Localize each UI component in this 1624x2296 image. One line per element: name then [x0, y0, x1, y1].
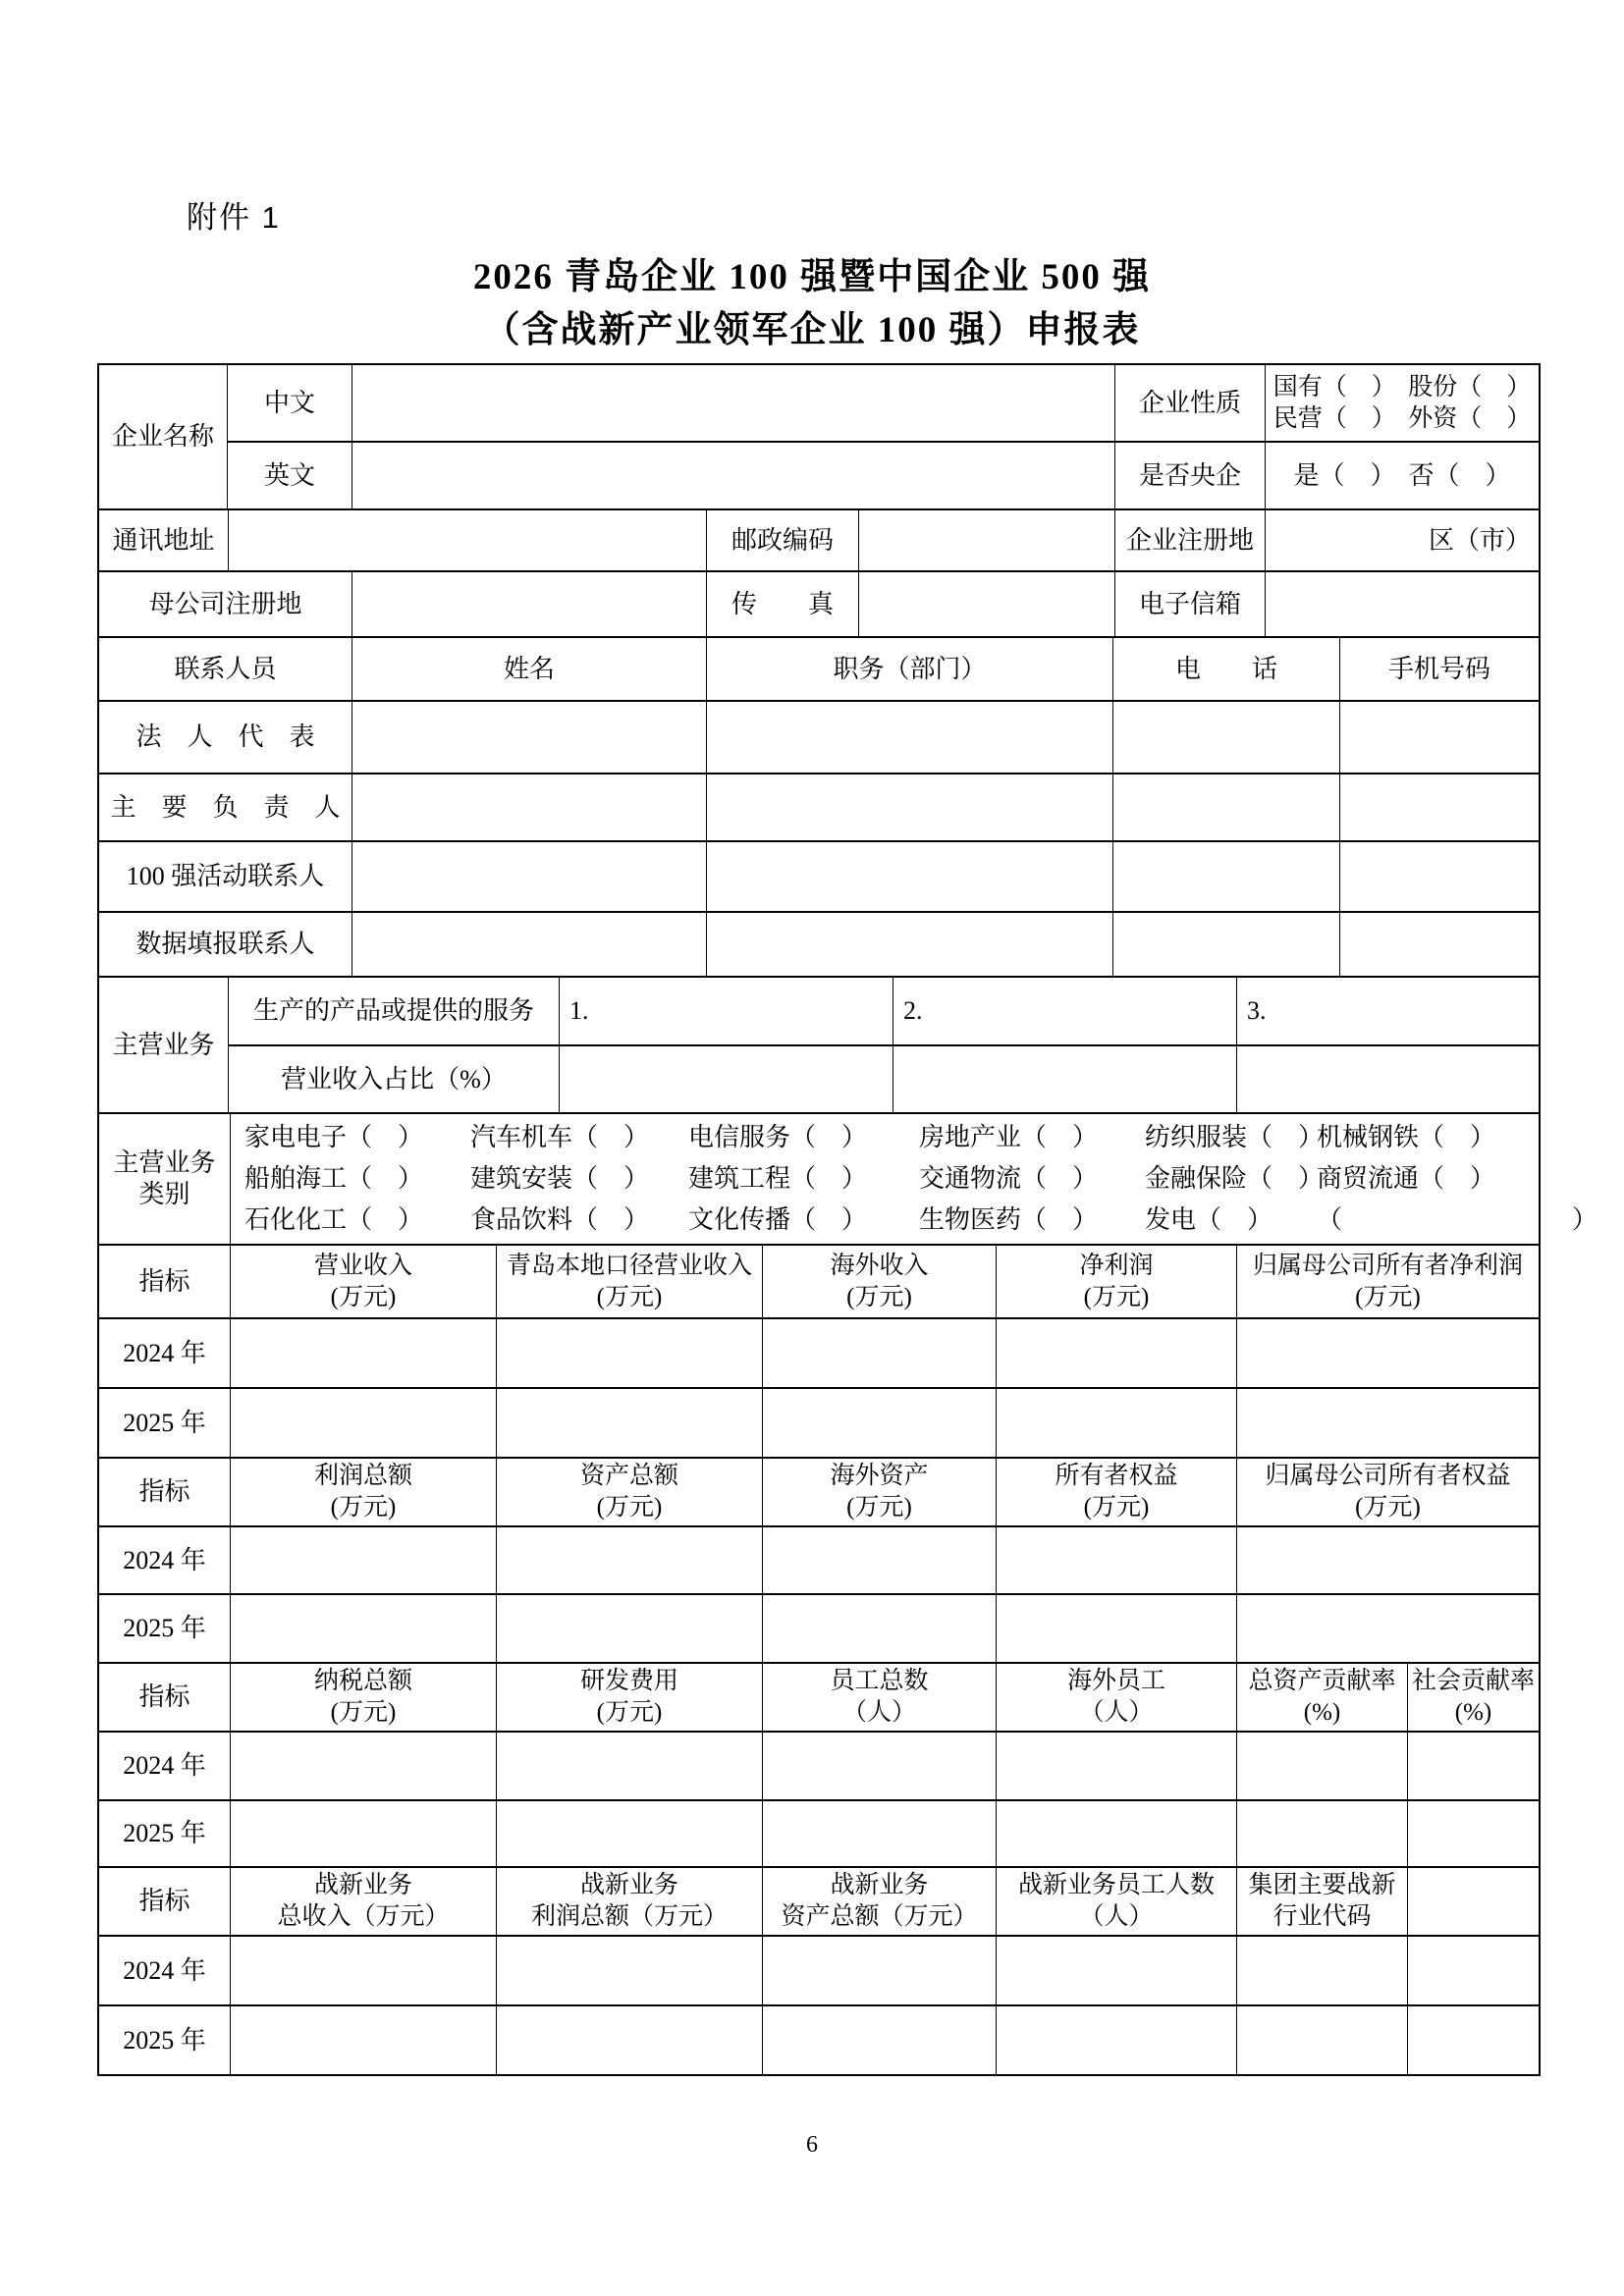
principal-position-cell[interactable] — [707, 774, 1113, 840]
col-qingdao-local-revenue: 青岛本地口径营业收入 (万元) — [497, 1246, 763, 1317]
col-overseas-assets: 海外资产 (万元) — [763, 1459, 997, 1525]
year-label: 2025 年 — [99, 2006, 231, 2074]
principal-label: 主 要 负 责 人 — [99, 774, 352, 840]
row-year-2025-d — [99, 2006, 1539, 2074]
indicator-label: 指标 — [99, 1664, 231, 1731]
category-item[interactable]: 建筑工程（ ） — [688, 1164, 868, 1193]
col-total-profit: 利润总额 (万元) — [231, 1459, 497, 1525]
value-cell[interactable] — [997, 1389, 1237, 1457]
row-mailing-address — [99, 510, 1539, 572]
row-year-2024-a — [99, 1319, 1539, 1389]
col-net-profit-attributable: 归属母公司所有者净利润 (万元) — [1252, 1252, 1523, 1310]
data-reporting-contact-phone-cell[interactable] — [1113, 913, 1340, 976]
row-business-category — [99, 1114, 1598, 1246]
business-category-label-line1: 主营业务 — [113, 1148, 216, 1177]
principal-name-cell[interactable] — [352, 774, 707, 840]
value-cell[interactable] — [497, 2006, 763, 2074]
value-cell[interactable] — [1237, 1389, 1539, 1457]
products-services-label: 生产的产品或提供的服务 — [229, 978, 560, 1044]
value-cell[interactable] — [1237, 1801, 1408, 1866]
value-cell[interactable] — [497, 1801, 763, 1866]
year-label: 2024 年 — [99, 1733, 231, 1799]
value-cell[interactable] — [763, 1937, 997, 2004]
indicator-label: 指标 — [99, 1459, 231, 1525]
row-indicator-header-a — [99, 1246, 1539, 1319]
value-cell[interactable] — [763, 1527, 997, 1593]
postal-code-label: 邮政编码 — [707, 510, 859, 570]
row-contacts-header — [99, 638, 1539, 702]
top100-contact-mobile-cell[interactable] — [1340, 842, 1539, 911]
category-item[interactable]: 电信服务（ ） — [688, 1123, 868, 1151]
col-overseas-revenue: 海外收入 (万元) — [763, 1246, 997, 1317]
category-item[interactable]: 房地产业（ ） — [919, 1123, 1099, 1151]
value-cell[interactable] — [231, 1527, 497, 1593]
row-year-2024-c — [99, 1733, 1539, 1801]
col-asset-contribution-rate: 总资产贡献率 (%) — [1237, 1664, 1408, 1731]
chinese-name-input-cell[interactable] — [352, 365, 1115, 441]
legal-representative-label: 法 人 代 表 — [99, 702, 352, 773]
mailing-address-label: 通讯地址 — [99, 510, 229, 570]
row-company-name — [99, 365, 1539, 510]
value-cell[interactable] — [997, 1801, 1237, 1866]
parent-registration-label: 母公司注册地 — [99, 572, 352, 636]
value-cell[interactable] — [1237, 1733, 1408, 1799]
empty-header-cell — [1408, 1868, 1539, 1935]
document-title — [92, 251, 1532, 357]
business-category-label-line2: 类别 — [138, 1180, 190, 1208]
value-cell[interactable] — [231, 1801, 497, 1866]
value-cell[interactable] — [763, 1733, 997, 1799]
value-cell[interactable] — [997, 1527, 1237, 1593]
mailing-address-input-cell[interactable] — [229, 510, 707, 570]
value-cell[interactable] — [231, 1319, 497, 1387]
value-cell[interactable] — [497, 1319, 763, 1387]
contact-person-header: 联系人员 — [99, 638, 352, 700]
col-sei-industry-code: 集团主要战新 行业代码 — [1237, 1868, 1408, 1935]
fax-input-cell[interactable] — [859, 572, 1115, 636]
data-reporting-contact-name-cell[interactable] — [352, 913, 707, 976]
value-cell[interactable] — [997, 1595, 1237, 1662]
col-owners-equity: 所有者权益 (万元) — [997, 1459, 1237, 1525]
value-cell[interactable] — [763, 1801, 997, 1866]
category-item[interactable]: 食品饮料（ ） — [470, 1205, 650, 1234]
row-products-services — [229, 978, 1539, 1046]
row-company-name-cn — [228, 365, 1539, 443]
year-label: 2025 年 — [99, 1595, 231, 1662]
nature-options-line2: 民营（ ） 外资（ ） — [1272, 404, 1532, 432]
row-principal — [99, 774, 1539, 842]
category-item[interactable]: 生物医药（ ） — [919, 1205, 1099, 1234]
category-item[interactable]: 船舶海工（ ） — [244, 1164, 424, 1193]
indicator-label: 指标 — [99, 1868, 231, 1935]
parent-registration-input-cell[interactable] — [352, 572, 707, 636]
row-year-2025-b — [99, 1595, 1539, 1664]
business-category-options[interactable] — [231, 1114, 1598, 1244]
year-label: 2025 年 — [99, 1389, 231, 1457]
row-data-reporting-contact — [99, 913, 1539, 978]
row-parent-company — [99, 572, 1539, 638]
row-year-2024-b — [99, 1527, 1539, 1595]
value-cell[interactable] — [763, 1389, 997, 1457]
category-item[interactable]: 文化传播（ ） — [688, 1205, 868, 1234]
category-item[interactable]: 机械钢铁（ ） — [1317, 1123, 1496, 1151]
product-3-cell[interactable]: 3. — [1247, 996, 1267, 1025]
value-cell[interactable] — [231, 1937, 497, 2004]
email-label: 电子信箱 — [1115, 572, 1266, 636]
value-cell[interactable] — [1237, 1595, 1539, 1662]
value-cell[interactable] — [997, 1319, 1237, 1387]
fax-label: 传 真 — [707, 572, 859, 636]
value-cell[interactable] — [231, 1595, 497, 1662]
data-reporting-contact-mobile-cell[interactable] — [1340, 913, 1539, 976]
name-header: 姓名 — [352, 638, 707, 700]
category-item[interactable]: 金融保险（ ） — [1145, 1164, 1325, 1193]
top100-contact-name-cell[interactable] — [352, 842, 707, 911]
value-cell[interactable] — [497, 1389, 763, 1457]
title-line-1: 2026 青岛企业 100 强暨中国企业 500 强 — [472, 257, 1152, 297]
application-form-table — [97, 363, 1598, 2076]
legal-representative-position-cell[interactable] — [707, 702, 1113, 773]
category-item[interactable]: 建筑安装（ ） — [470, 1164, 650, 1193]
nature-options-line1: 国有（ ） 股份（ ） — [1272, 373, 1532, 400]
row-year-2025-a — [99, 1389, 1539, 1459]
value-cell[interactable] — [997, 2006, 1237, 2074]
category-item[interactable]: 家电电子（ ） — [244, 1123, 424, 1151]
product-1-cell[interactable]: 1. — [560, 978, 893, 1044]
value-cell[interactable] — [1237, 1937, 1408, 2004]
value-cell[interactable] — [763, 1319, 997, 1387]
row-year-2025-c — [99, 1801, 1539, 1868]
col-total-employees: 员工总数 （人） — [763, 1664, 997, 1731]
value-cell[interactable] — [497, 1595, 763, 1662]
col-net-profit: 净利润 (万元) — [997, 1246, 1237, 1317]
value-cell[interactable] — [497, 1733, 763, 1799]
legal-representative-mobile-cell[interactable] — [1340, 702, 1539, 773]
row-indicator-header-c — [99, 1664, 1539, 1733]
central-soe-label: 是否央企 — [1115, 443, 1266, 508]
title-line-2: （含战新产业领军企业 100 强）申报表 — [483, 310, 1141, 350]
year-label: 2024 年 — [99, 1319, 231, 1387]
row-indicator-header-b — [99, 1459, 1539, 1527]
row-main-business — [99, 978, 1539, 1114]
chinese-name-label: 中文 — [228, 365, 352, 441]
value-cell[interactable] — [1408, 1733, 1539, 1799]
year-label: 2025 年 — [99, 1801, 231, 1866]
legal-representative-phone-cell[interactable] — [1113, 702, 1340, 773]
page-number: 6 — [806, 2132, 818, 2158]
category-item[interactable]: 汽车机车（ ） — [470, 1123, 650, 1151]
english-name-label: 英文 — [228, 443, 352, 508]
col-sei-total-assets: 战新业务 资产总额（万元） — [763, 1868, 997, 1935]
value-cell[interactable] — [1408, 1937, 1539, 2004]
value-cell[interactable] — [231, 1389, 497, 1457]
category-line-1 — [244, 1117, 1539, 1158]
enterprise-nature-label: 企业性质 — [1115, 365, 1266, 441]
value-cell[interactable] — [1237, 2006, 1408, 2074]
legal-representative-name-cell[interactable] — [352, 702, 707, 773]
col-sei-total-revenue: 战新业务 总收入（万元） — [231, 1868, 497, 1935]
principal-mobile-cell[interactable] — [1340, 774, 1539, 840]
value-cell[interactable] — [1237, 1319, 1539, 1387]
category-item[interactable]: （ ） — [1317, 1205, 1598, 1234]
col-rd-expense: 研发费用 (万元) — [497, 1664, 763, 1731]
value-cell[interactable] — [763, 1595, 997, 1662]
category-item[interactable]: 石化化工（ ） — [244, 1205, 424, 1234]
row-legal-representative — [99, 702, 1539, 774]
central-soe-options[interactable]: 是（ ） 否（ ） — [1293, 460, 1511, 490]
category-item[interactable]: 交通物流（ ） — [919, 1164, 1099, 1193]
attachment-label: 附件 1 — [187, 200, 281, 235]
value-cell[interactable] — [997, 1937, 1237, 2004]
revenue-ratio-label: 营业收入占比（%） — [229, 1046, 560, 1112]
value-cell[interactable] — [497, 1527, 763, 1593]
english-name-input-cell[interactable] — [352, 443, 1115, 508]
row-top100-contact — [99, 842, 1539, 913]
col-sei-total-profit: 战新业务 利润总额（万元） — [497, 1868, 763, 1935]
mobile-header: 手机号码 — [1387, 654, 1490, 683]
postal-code-input-cell[interactable] — [859, 510, 1115, 570]
product-2-cell[interactable]: 2. — [893, 978, 1237, 1044]
registration-place-label: 企业注册地 — [1115, 510, 1266, 570]
value-cell[interactable] — [1237, 1527, 1539, 1593]
category-item[interactable]: 纺织服装（ ） — [1145, 1123, 1325, 1151]
phone-header: 电 话 — [1113, 638, 1340, 700]
col-total-assets: 资产总额 (万元) — [497, 1459, 763, 1525]
category-line-3 — [244, 1200, 1598, 1241]
year-label: 2024 年 — [99, 1527, 231, 1593]
col-social-contribution-rate: 社会贡献率 (%) — [1411, 1668, 1535, 1726]
col-equity-attributable: 归属母公司所有者权益 (万元) — [1265, 1463, 1511, 1521]
col-overseas-employees: 海外员工 （人） — [997, 1664, 1237, 1731]
position-header: 职务（部门） — [707, 638, 1113, 700]
value-cell[interactable] — [231, 2006, 497, 2074]
row-company-name-en — [228, 443, 1539, 508]
value-cell[interactable] — [497, 1937, 763, 2004]
revenue-ratio-1-cell[interactable] — [560, 1046, 893, 1112]
business-category-label — [99, 1114, 231, 1244]
row-revenue-ratio — [229, 1046, 1539, 1112]
row-year-2024-d — [99, 1937, 1539, 2006]
principal-phone-cell[interactable] — [1113, 774, 1340, 840]
revenue-ratio-2-cell[interactable] — [893, 1046, 1237, 1112]
category-item[interactable]: 商贸流通（ ） — [1317, 1164, 1496, 1193]
top100-contact-label: 100 强活动联系人 — [99, 842, 352, 911]
revenue-ratio-3-cell[interactable] — [1237, 1046, 1539, 1112]
top100-contact-position-cell[interactable] — [707, 842, 1113, 911]
company-name-label: 企业名称 — [99, 365, 228, 508]
data-reporting-contact-position-cell[interactable] — [707, 913, 1113, 976]
email-input-cell[interactable] — [1266, 572, 1539, 636]
indicator-label: 指标 — [99, 1246, 231, 1317]
category-item[interactable]: 发电（ ） — [1145, 1205, 1273, 1234]
col-total-tax: 纳税总额 (万元) — [231, 1664, 497, 1731]
row-indicator-header-d — [99, 1868, 1539, 1937]
col-operating-revenue: 营业收入 (万元) — [231, 1246, 497, 1317]
top100-contact-phone-cell[interactable] — [1113, 842, 1340, 911]
year-label: 2024 年 — [99, 1937, 231, 2004]
col-sei-employees: 战新业务员工人数 （人） — [997, 1868, 1237, 1935]
category-line-2 — [244, 1158, 1539, 1200]
value-cell[interactable] — [763, 2006, 997, 2074]
value-cell[interactable] — [997, 1733, 1237, 1799]
main-business-label: 主营业务 — [99, 978, 229, 1112]
enterprise-nature-options[interactable] — [1266, 365, 1539, 441]
registration-place-input-cell[interactable]: 区（市） — [1428, 525, 1531, 555]
value-cell[interactable] — [1408, 2006, 1539, 2074]
data-reporting-contact-label: 数据填报联系人 — [99, 913, 352, 976]
value-cell[interactable] — [231, 1733, 497, 1799]
value-cell[interactable] — [1408, 1801, 1539, 1866]
